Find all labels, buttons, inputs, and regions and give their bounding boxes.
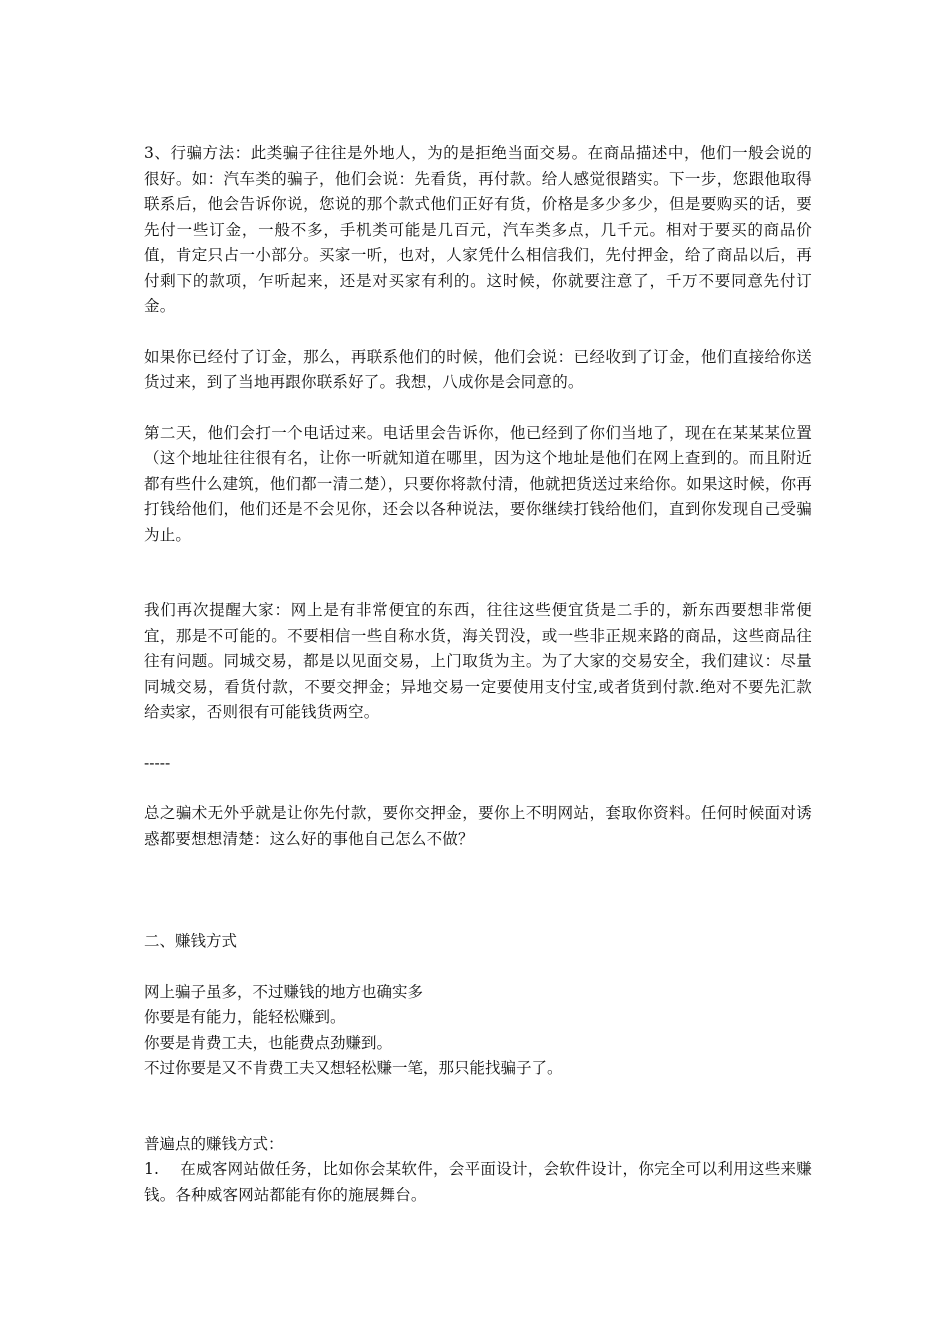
paragraph-deposit-paid: 如果你已经付了订金，那么，再联系他们的时候，他们会说：已经收到了订金，他们直接给你送货过来，到了当地再跟你联系好了。我想，八成你是会同意的。 [144,347,812,391]
section-heading-earning: 二、赚钱方式 [144,932,238,950]
separator-dashes: ----- [144,753,171,772]
earning-line-1: 网上骗子虽多，不过赚钱的地方也确实多 [144,982,424,1001]
list-item-1: 1. 在威客网站做任务，比如你会某软件，会平面设计，会软件设计，你完全可以利用这些来赚钱。各种威客网站都能有你的施展舞台。 [144,1160,812,1204]
earning-line-3: 你要是肯费工夫，也能费点劲赚到。 [144,1033,393,1052]
paragraph-scam-method: 3、行骗方法：此类骗子往往是外地人，为的是拒绝当面交易。在商品描述中，他们一般会说的很好。如：汽车类的骗子，他们会说：先看货，再付款。给人感觉很踏实。下一步，您跟他取得联系后，他会告诉你说，您说的那个款式他们正好有货，价格是多少多少，但是要购买的话，要先付一些订金，一般不多，手机类可能是几百元，汽车类多点，几千元。相对于要买的商品价值，肯定只占一小部分。买家一听，也对，人家凭什么相信我们，先付押金，给了商品以后，再付剩下的款项，乍听起来，还是对买家有利的。这时候，你就要注意了，千万不要同意先付订金。 [144,144,812,315]
document-page [144,141,812,1208]
paragraph-summary: 总之骗术无外乎就是让你先付款，要你交押金，要你上不明网站，套取你资料。任何时候面对诱惑都要想想清楚：这么好的事他自己怎么不做？ [144,804,812,848]
paragraph-next-day-call: 第二天，他们会打一个电话过来。电话里会告诉你，他已经到了你们当地了，现在在某某某位置（这个地址往往很有名，让你一听就知道在哪里，因为这个地址是他们在网上查到的。而且附近都有些什么建筑，他们都一清二楚），只要你将款付清，他就把货送过来给你。如果这时候，你再打钱给他们，他们还是不会见你，还会以各种说法，要你继续打钱给他们，直到你发现自己受骗为止。 [144,423,812,544]
earning-line-4: 不过你要是又不肯费工夫又想轻松赚一笔，那只能找骗子了。 [144,1059,563,1077]
paragraph-reminder: 我们再次提醒大家：网上是有非常便宜的东西，往往这些便宜货是二手的，新东西要想非常便宜，那是不可能的。不要相信一些自称水货，海关罚没，或一些非正规来路的商品，这些商品往往有问题。同城交易，都是以见面交易，上门取货为主。为了大家的交易安全，我们建议：尽量同城交易，看货付款，不要交押金；异地交易一定要使用支付宝,或者货到付款.绝对不要先汇款给卖家，否则很有可能钱货两空。 [144,601,812,721]
subheading-common-ways: 普遍点的赚钱方式： [144,1134,284,1153]
earning-line-2: 你要是有能力，能轻松赚到。 [144,1008,346,1026]
